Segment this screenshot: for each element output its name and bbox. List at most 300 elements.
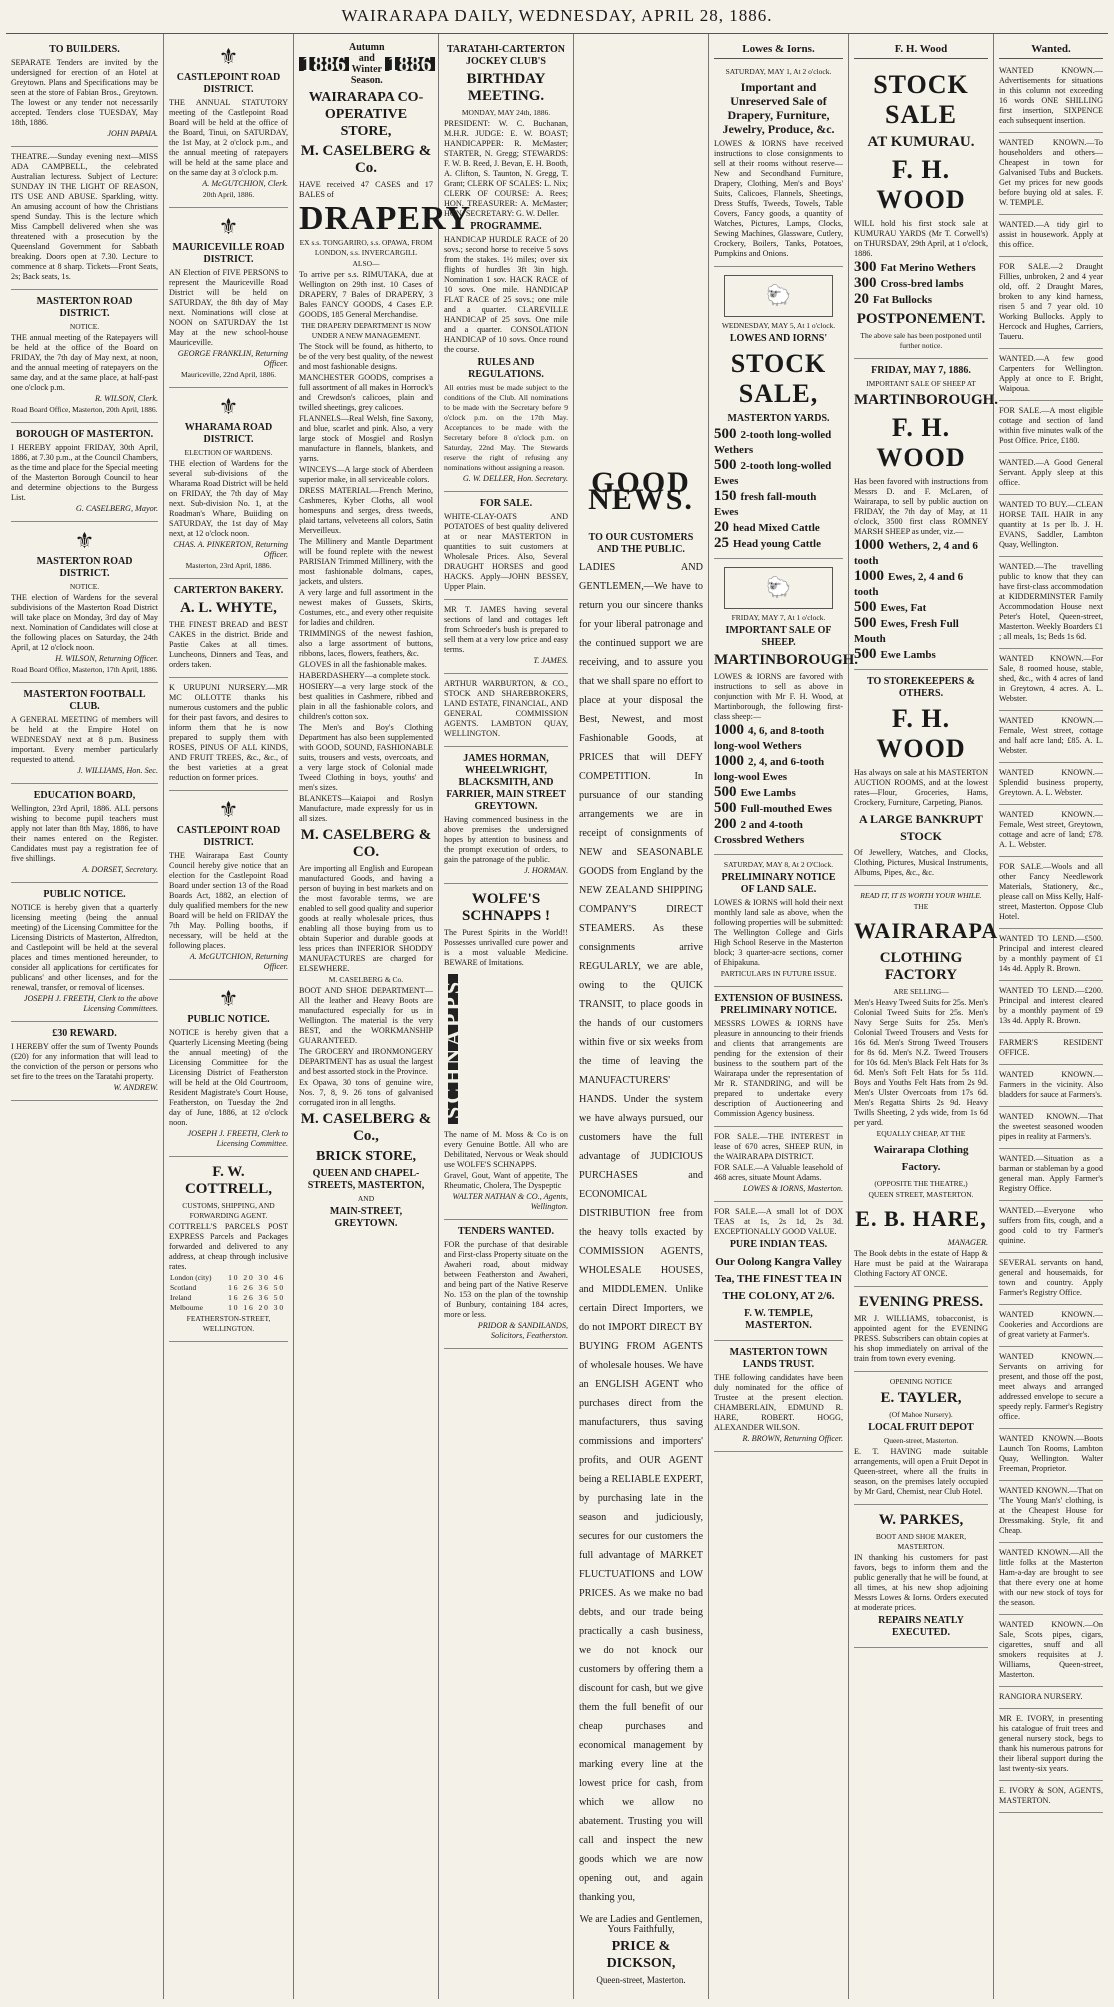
- wairarapa: WAIRARAPA: [854, 918, 999, 943]
- list-item: WANTED KNOWN.—For Sale, 8 roomed house, stable, shed, &c., with 4 acres of land in Greytown, 4 acres. A. L. Webster.: [999, 650, 1103, 711]
- manager-title: MANAGER.: [947, 1238, 988, 1247]
- ad-title: TENDERS WANTED.: [458, 1226, 554, 1237]
- and-text: AND: [357, 1194, 375, 1203]
- list-item: WANTED KNOWN.—Cookeries and Accordions are of great variety at Farmer's.: [999, 1306, 1103, 1347]
- ad-signature: J. WILLIAMS, Hon. Sec.: [77, 766, 158, 775]
- ad-date: Masterton, 23rd April, 1886.: [185, 561, 272, 570]
- mauriceville-notice: [169, 208, 288, 388]
- ad-text: THE ANNUAL STATUTORY meeting of the Castlepoint Road Board will be held at the office of the Board, Tinui, on SATURDAY, the 1st May, at 2 o'clock p.m., and the annual meeting of ratepayers will be held at the same place and on the same day at 3 o'clock p.m.: [169, 98, 288, 177]
- laces-text: A very large and full assortment in the newest makes of Gussets, Skirts, Costumes, etc., and every other requisite for ladies and children.: [299, 588, 433, 627]
- ad-text: A GENERAL MEETING of members will be held at the Empire Hotel on WEDNESDAY next at 8 p.m. Business important. Every member particularly requested to attend.: [11, 715, 158, 764]
- ad-signature: JOHN PAPAIA.: [107, 129, 158, 138]
- wolfe-schnapps-ad: [440, 884, 569, 1220]
- ad-title: WOLFE'S SCHNAPPS !: [462, 891, 550, 924]
- ad-text: THE annual meeting of the Ratepayers will be held at the office of the Board on FRIDAY, the 7th day of May next, at noon, and the annual meeting of ratepayers on the same day, and at the same place, at half-past one o'clock p.m.: [11, 333, 158, 392]
- manager-name: E. B. HARE,: [855, 1206, 987, 1231]
- jockey-club-ad: [444, 38, 568, 492]
- column-1: [6, 34, 164, 1999]
- bankrupt-title: A LARGE BANKRUPT STOCK: [858, 812, 983, 843]
- ad-agent: WALTER NATHAN & CO., Agents, Wellington.: [452, 1192, 568, 1211]
- ad-text: WILL hold his first stock sale at KUMURAU YARDS (Mr T. Corwell's) on THURSDAY, 29th April, at 1 o'clock, 1886.: [854, 219, 988, 258]
- ad-signature: JOSEPH J. FREETH, Clerk to Licensing Committee.: [187, 1129, 288, 1148]
- trust-ad: [714, 1341, 843, 1452]
- ad-text: THE Wairarapa East County Council hereby give notice that an election for the Castlepoint Road Board under section 13 of the Road Boards Act, 1882, an election of duly qualified members for the new Board will be held on FRIDAY the 7th May. Polling booths, if necessary, will be held at the following places.: [169, 851, 288, 950]
- ad-signature: J. HORMAN.: [524, 866, 568, 875]
- ad-signature: PRIDOR & SANDILANDS, Solicitors, Featherston.: [477, 1321, 568, 1340]
- ad-title: MASTERTON FOOTBALL CLUB.: [23, 689, 146, 712]
- ad-title: PRELIMINARY NOTICE OF LAND SALE.: [721, 872, 836, 895]
- also-text: ALSO—: [352, 259, 380, 268]
- list-item: 500 2-tooth long-wolled Wethers: [714, 426, 832, 456]
- firm-name: M. CASELBERG & Co.: [300, 143, 432, 176]
- football-notice: [11, 683, 158, 784]
- ad-text: NOTICE is hereby given that a Quarterly Licensing Meeting (being the annual meeting) of the Licensing Committee for the Licensing District of Featherston will be held at the Old Courtroom, Resident Magistrate's Court House, Featherston, on Tuesday the 2nd day of June, 1886, at 12 o'clock noon.: [169, 1028, 288, 1127]
- column-7: [849, 34, 999, 1999]
- ad-subtitle: ELECTION OF WARDENS.: [184, 448, 273, 457]
- drapery-headline: DRAPERY: [299, 200, 472, 237]
- wharama-notice: [169, 388, 288, 579]
- good-news-body: LADIES AND GENTLEMEN,—We have to return you our sincere thanks for your liberal patronage and the continued support we are receiving, and to assure you that we shall spare no effort to place at your disposal the Best, Newest, and most Fashionable Goods, at PRICES that will DEFY COMPETITION. In pursuance of our standing arrangements we are in receipt of consignments of NEW and SEASONABLE GOODS from England by the NEW ZEALAND SHIPPING COMPANY'S DIRECT STEAMERS. As these consignments arrive REGULARLY, we are able, owing to the QUICK TRANSIT, to place goods in the hands of our customers within five or six weeks from the time of leaving the MANUFACTURERS' HANDS. Under the system we have always pursued, our customers have the full advantage of JUDICIOUS PURCHASES and ECONOMICAL DISTRIBUTION free from the heavy tolls exacted by COMMISSION AGENTS, WHOLESALE HOUSES, and MIDDLEMEN. Unlike certain Direct Importers, we do not IMPORT DIRECT BY BUYING FROM AGENTS of wholesale houses. We have an ENGLISH AGENT who purchases direct from the manufacturers, thus saving commissions and importers' profits, and OUR AGENT being a RELIABLE EXPERT, by purchasing late in the season and judiciously, secures for our customers the full advantage of MARKET FLUCTUATIONS and LOW PRICES. As we make no bad debts, and our trade being practically a cash business, we do not knock our customers by offering them a discount for cash, but we give them the full benefit of our cheap purchases and economical management by marking every line at the lowest price for cash, from which we allow no abatement. Trusting you will call and inspect the new goods which we are now opening out, and again thanking you,: [579, 562, 703, 1903]
- ad-text: AN Election of FIVE PERSONS to represent the Mauriceville Road District will be held on SATURDAY, the 8th day of May next. Nominations will close at NOON on SATURDAY the 1st May at the new school-house Mauriceville.: [169, 268, 288, 347]
- repairs: REPAIRS NEATLY EXECUTED.: [878, 1615, 964, 1638]
- ad-title: BOROUGH OF MASTERTON.: [15, 429, 154, 440]
- ad-signature: W. ANDREW.: [113, 1083, 158, 1092]
- list-item: 500 Ewe Lambs: [854, 646, 936, 662]
- masthead: WAIRARAPA DAILY, WEDNESDAY, APRIL 28, 1886.: [6, 0, 1108, 34]
- masterton-road-notice-2: [11, 522, 158, 683]
- list-item: 20 Fat Bullocks: [854, 291, 932, 307]
- column-5: [574, 34, 709, 1999]
- ad-title: £30 REWARD.: [52, 1028, 117, 1039]
- list-item: WANTED.—A Good General Servant. Apply sleep at this office.: [999, 454, 1103, 495]
- ad-text: LOWES & IORNS will hold their next monthly land sale as above, when the following properties will be submitted: The Wellington College and Girls High School Reserve in the Masterton block; 3 quarter-acre sections, corner of Ehipakuna.: [714, 898, 843, 967]
- ad-title: MASTERTON ROAD DISTRICT.: [36, 296, 133, 319]
- masterton-road-notice: [11, 290, 158, 423]
- ad-signature: A. McGUTCHION, Clerk.: [202, 179, 288, 188]
- trimmings-text: TRIMMINGS of the newest fashion, also a large assortment of buttons, ribbons, laces, flowers, feathers, &c.: [299, 629, 433, 658]
- ad-text: ARTHUR WARBURTON, & CO., STOCK AND SHAREBROKERS, LAND ESTATE, FINANCIAL, AND GENERAL COMMISSION AGENTS. LAMBTON QUAY, WELLINGTON.: [444, 679, 568, 738]
- grocery-text: The GROCERY and IRONMONGERY DEPARTMENT has as usual the largest and best assorted stock in the Province.: [299, 1047, 433, 1076]
- schnapps-bottle-image: SCHNAPPS: [448, 974, 458, 1124]
- oolong: Our Oolong Kangra Valley Tea, THE FINEST TEA IN THE COLONY, AT 2/6.: [714, 1256, 843, 1302]
- list-item: WANTED KNOWN.—Advertisements for situations in this column not exceeding 16 words ONE SHILLING first insertion, SIXPENCE each subsequent insertion.: [999, 62, 1103, 133]
- list-item: FOR SALE.—2 Draught Fillies, unbroken, 2 and 4 year old, off. 2 Draught Mares, broken to any kind harness, risen 5 and 7 year old. 10 Working Bullocks. Apply to Hercock and Hughes, Carriers, Taueru.: [999, 258, 1103, 349]
- ad-text: FOR SALE.—THE INTEREST in lease of 670 acres, SHEEP RUN, in the WAIRARAPA DISTRICT.: [714, 1132, 843, 1161]
- columns: [6, 34, 1108, 1999]
- ad-title: MASTERTON ROAD DISTRICT.: [36, 556, 133, 579]
- boots-text: BOOT AND SHOE DEPARTMENT—All the leather and Heavy Boots are manufactured especially for us in Wellington. The material is the very BEST, and the WORKMANSHIP GUARANTEED.: [299, 986, 433, 1045]
- ad-title: TO BUILDERS.: [49, 44, 120, 55]
- extension-ad: [714, 987, 843, 1127]
- dept-text: THE DRAPERY DEPARTMENT IS NOW UNDER A NEW MANAGEMENT.: [300, 321, 432, 340]
- crest-icon: ⚜: [218, 394, 239, 419]
- list-item: WANTED KNOWN.—Farmers in the vicinity. Also bladders for sauce at Farmers's.: [999, 1066, 1103, 1107]
- rules-title: RULES AND REGULATIONS.: [468, 357, 544, 380]
- list-item: RANGIORA NURSERY.: [999, 1688, 1103, 1709]
- rules-text: All entries must be made subject to the conditions of the Club. All nominations to be made with the Secretary before 9 o'clock p.m. on the 17th May. Acceptances to be made with the Secretary before 8 o'clock p.m. on Saturday, 22nd May. The Stewards reserve the right of refusing any nominations without assigning a reason.: [444, 383, 568, 472]
- list-item: WANTED TO BUY.—CLEAN HORSE TAIL HAIR in any quantity at 1s per lb. J. H. EVANS, Saddler, Lambton Quay, Wellington.: [999, 496, 1103, 557]
- bakery-ad: [169, 579, 288, 678]
- castlepoint-notice-2: [169, 791, 288, 980]
- list-item: WANTED.—Everyone who suffers from fits, cough, and a good cold to try Farmer's quinine.: [999, 1202, 1103, 1253]
- brick-store: BRICK STORE,: [315, 1149, 417, 1164]
- firm-address: Queen-street, Masterton.: [596, 1975, 686, 1985]
- ad-signature: R. BROWN, Returning Officer.: [742, 1434, 843, 1443]
- ad-title: MAURICEVILLE ROAD DISTRICT.: [172, 242, 285, 265]
- ad-title: MARTINBOROUGH.: [854, 392, 999, 408]
- column-2: [164, 34, 294, 1999]
- list-item: FOR SALE.—A most eligible cottage and section of land within five minutes walk of the Post Office. Price, £180.: [999, 402, 1103, 453]
- ad-subtitle: NOTICE.: [69, 582, 100, 591]
- list-item: 1000 Wethers, 2, 4 and 6 tooth: [854, 537, 978, 567]
- list-item: WANTED TO LEND.—£500. Principal and interest cleared by a monthly payment of £1 14s 4d. Apply R. Brown.: [999, 930, 1103, 981]
- cottrell-ad: [169, 1157, 288, 1342]
- list-item: WANTED KNOWN.—On Sale, Scots pipes, cigars, cigarettes, snuff and all smokers requisites at J. Williams, Queen-street, Masterton.: [999, 1616, 1103, 1687]
- officers-text: PRESIDENT: W. C. Buchanan, M.H.R. JUDGE: E. W. BOAST; HANDICAPPER: R. McMaster; STARTER, N. Gregg; STEWARDS: F. W. B. Reed, J. Bevan, E. H. Booth, A. Clifton, S. Taunton, N. Gregg, T. Grant; CLERK OF SCALES: L. Nix; CLERK OF COURSE: A. Rees; HON. TREASURER: A. McMaster; HON. SECRETARY: G. W. Deller.: [444, 119, 568, 218]
- auctioneer: F. H. WOOD: [876, 704, 966, 763]
- list-item: WANTED TO LEND.—£200. Principal and interest cleared by a monthly payment of £9 13s 4d. Apply R. Brown.: [999, 982, 1103, 1033]
- auctioneer: F. H. WOOD: [876, 155, 966, 214]
- ad-title: Important and Unreserved Sale of Drapery, Furniture, Jewelry, Produce, &c.: [722, 80, 835, 136]
- list-item: WANTED KNOWN.—To householders and others—Cheapest in town for Galvanised Tubs and Buckets. Get my prices for new goods before buying old at sales. F. W. TEMPLE.: [999, 134, 1103, 215]
- firm-name-3: M. CASELBERG & Co.: [328, 975, 404, 984]
- tayler: E. TAYLER,: [880, 1390, 962, 1406]
- list-item: MR E. IVORY, in presenting his catalogue of fruit trees and general nursery stock, begs to thank his numerous patrons for their liberal support during the last twenty-six years.: [999, 1710, 1103, 1781]
- list-item: 300 Cross-bred lambs: [854, 275, 964, 291]
- ad-subtitle: IMPORTANT SALE OF SHEEP.: [725, 625, 832, 648]
- martinborough-ad: [854, 359, 999, 670]
- queen-street: QUEEN STREET, MASTERTON.: [868, 1190, 974, 1199]
- column-4: [439, 34, 574, 1999]
- fruit-depot: LOCAL FRUIT DEPOT: [868, 1422, 974, 1433]
- ad-place: Road Board Office, Masterton, 17th April, 1886.: [11, 665, 158, 674]
- store-name: WAIRARAPA CO-OPERATIVE STORE,: [308, 90, 424, 139]
- ad-footer: FEATHERSTON-STREET, WELLINGTON.: [186, 1314, 271, 1333]
- list-item: FOR SALE.—Wools and all other Fancy Needlework Materials, Stationery, &c., please call on Miss Kelly, Half-street, Masterton. Oppose Club Hotel.: [999, 858, 1103, 929]
- firm-name: LOWES AND IORNS': [729, 333, 828, 344]
- read-text: READ IT, IT IS WORTH YOUR WHILE.: [860, 891, 982, 900]
- tenders-ad: [444, 1220, 568, 1349]
- list-item: 25 Head young Cattle: [714, 535, 821, 551]
- ad-signature: GEORGE FRANKLIN, Returning Officer.: [177, 349, 288, 368]
- ad-text: MR T. JAMES having several sections of land and cottages left from Schroeder's bush is prepared to sell them at a very low price and easy terms.: [444, 605, 568, 654]
- year-right: 1886: [385, 57, 435, 71]
- list-item: FARMER'S RESIDENT OFFICE.: [999, 1034, 1103, 1065]
- ad-signature: R. WILSON, Clerk.: [95, 394, 158, 403]
- ad-text: SEPARATE Tenders are invited by the undersigned for erection of an Hotel at Greytown. Plans and Specifications may be seen at the store of Fabian Bros., Greytown. The lowest or any tender not necessarily accepted. Tenders close TUESDAY, May 18th, 1886.: [11, 58, 158, 127]
- the-text: THE: [913, 902, 929, 911]
- list-item: WANTED KNOWN.—All the little folks at the Masterton Ham-a-day are brought to see that there every one at home with our new stock of toys for the season.: [999, 1544, 1103, 1615]
- kumurau-ad: [854, 62, 988, 359]
- nursery-ad: [169, 678, 288, 791]
- sale-date: WEDNESDAY, MAY 5, At 1 o'clock.: [721, 321, 836, 330]
- ad-text: THE following candidates have been duly nominated for the office of Trustee at the present election. CHAMBERLAIN, EDMUND R. HARE, ROBERT. HOGG, ALEXANDER WILSON.: [714, 1373, 843, 1432]
- list-item: WANTED KNOWN.—Female, West street, Greytown, cottage and acre of land; £78. A. L. Webster.: [999, 806, 1103, 857]
- ad-title: TO STOREKEEPERS & OTHERS.: [867, 676, 975, 699]
- ad-title: JAMES HORMAN, WHEELWRIGHT, BLACKSMITH, AND FARRIER, MAIN STREET GREYTOWN.: [446, 753, 566, 812]
- books-text: The Book debts in the estate of Happ & Hare must be paid at the Wairarapa Clothing Factory AT ONCE.: [854, 1249, 988, 1278]
- postponement: POSTPONEMENT.: [856, 311, 986, 327]
- horman-ad: [444, 747, 568, 884]
- ad-title: MASTERTON TOWN LANDS TRUST.: [729, 1347, 828, 1370]
- ad-title: STOCK SALE: [873, 70, 969, 129]
- ad-title: PURE INDIAN TEAS.: [729, 1239, 828, 1250]
- list-item: 1000 Ewes, 2, 4 and 6 tooth: [854, 568, 964, 598]
- builders-ad: [11, 38, 158, 147]
- queen-street-2: Queen-street, Masterton.: [883, 1436, 959, 1445]
- ad-text: MR J. WILLIAMS, tobacconist, is appointed agent for the EVENING PRESS. Subscribers can obtain copies at his shop immediately on arrival of the train from town every evening.: [854, 1314, 988, 1363]
- list-item: WANTED KNOWN.—Boots Launch Ton Rooms, Lambton Quay, Wellington. Walter Freeman, Proprietor.: [999, 1430, 1103, 1481]
- ad-subtitle: AT KUMURAU.: [867, 134, 975, 150]
- stock-sale-title: STOCK SALE,: [730, 349, 827, 408]
- list-item: 500 Ewes, Fresh Full Mouth: [854, 615, 959, 645]
- for-sale-ad: [444, 492, 568, 600]
- ad-text: FOR the purchase of that desirable and First-class Property situate on the Awaheri road, about midway between Featherston and Awaheri, and being part of the Native Reserve No. 153 on the plan of the township of Bunbury, containing 184 acres, more or less.: [444, 1240, 568, 1319]
- james-ad: [444, 600, 568, 674]
- ad-title: FOR SALE.: [479, 498, 533, 509]
- list-item: WANTED.—The travelling public to know that they can have first-class accommodation at KIDDERMINSTER Family Accommodation House next Peter's Hotel, Queen-street, Masterton. Weekly Boarders £1 ; all meals, 1s; Beds 1s 6d.: [999, 558, 1103, 649]
- ad-signature: F. W. TEMPLE, MASTERTON.: [744, 1308, 813, 1331]
- address-1: QUEEN AND CHAPEL-STREETS, MASTERTON,: [307, 1168, 425, 1191]
- column-6: [709, 34, 859, 1999]
- sale-date: FRIDAY, MAY 7, At 1 o'clock.: [731, 613, 826, 622]
- borough-notice: [11, 423, 158, 522]
- for-sale-ads: [714, 1127, 843, 1202]
- good-news-header: [579, 466, 703, 516]
- haberdashery-text: HABERDASHERY—a complete stock.: [299, 671, 431, 680]
- list-item: 200 2 and 4-tooth Crossbred Wethers: [714, 816, 805, 846]
- ad-signature: G. CASELBERG, Mayor.: [75, 504, 158, 513]
- crest-icon: ⚜: [218, 214, 239, 239]
- ad-uses: The name of M. Moss & Co is on every Genuine Bottle. All who are Debilitated, Nervous or Weak should use WOLFE'S SCHNAPPS.: [444, 1130, 568, 1169]
- ad-title: CASTLEPOINT ROAD DISTRICT.: [176, 825, 281, 848]
- spacer: [579, 38, 703, 448]
- teas-text: Ex Opawa, 30 tons of genuine wire, Nos. 7, 8, 9. 26 tons of galvanised corrugated iron in all lengths.: [299, 1078, 433, 1107]
- list-item: 500 2-tooth long-wolled Ewes: [714, 457, 832, 487]
- auctioneer: F. H. WOOD: [876, 413, 966, 472]
- meeting-title: BIRTHDAY MEETING.: [466, 71, 546, 104]
- ad-title: EDUCATION BOARD,: [33, 790, 136, 801]
- ad-name: A. L. WHYTE,: [180, 600, 277, 616]
- list-item: WANTED KNOWN.—Fernale, West street, cottage and half acre land; £85. A. L. Webster.: [999, 712, 1103, 763]
- list-item: WANTED.—A few good Carpenters for Wellington. Apply at once to F. Bright, Waipoua.: [999, 350, 1103, 401]
- ad-date: Mauriceville, 22nd April, 1886.: [181, 370, 276, 379]
- ad-text: LOWES & IORNS are favored with instructions to sell as above in conjunction with Mr F. H. Wood, at Martinborough, the following first-class sheep:—: [714, 672, 843, 721]
- addressee: TO OUR CUSTOMERS AND THE PUBLIC.: [588, 532, 694, 555]
- public-notice-2: [169, 980, 288, 1157]
- ad-signature: A. DORSET, Secretary.: [82, 865, 158, 874]
- ad-title: W. PARKES,: [878, 1512, 964, 1528]
- list-item: WANTED KNOWN.—Splendid business property, Greytown. A. L. Webster.: [999, 764, 1103, 805]
- races-text: HANDICAP HURDLE RACE of 20 sovs.; second horse to receive 5 sovs from the stakes. 1½ miles; over six flights of hurdles 3ft 3in high. Nomination 1 sov. HACK RACE of 10 sovs. One mile. HANDICAP FLAT RACE of 25 sovs.; one mile and a quarter. CLAREVILLE HANDICAP of 25 sovs. One mile and a quarter. CONSOLATION HANDICAP of 10 sovs. Once round the course.: [444, 235, 568, 354]
- ad-signature: JOSEPH J. FREETH, Clerk to the above Licensing Committees.: [23, 994, 158, 1013]
- ships-text: EX s.s. TONGARIRO, s.s. OPAWA, FROM LONDON, s.s. INVERCARGILL: [299, 238, 433, 257]
- ad-text: I HEREBY appoint FRIDAY, 30th April, 1886, at 7.30 p.m., at the Council Chambers, as the time and place for the Special meeting of the Masterton Borough Council to hear and determine objections to the Burgess List.: [11, 443, 158, 502]
- arrive-text: To arrive per s.s. RIMUTAKA, due at Wellington on 29th inst. 10 Cases of DRAPERY, 7 Bales of DRAPERY, 3 Bales FANCY GOODS, 4 Cases E.P. GOODS, 185 General Merchandise.: [299, 270, 433, 319]
- list-item: 1000 2, 4, and 6-tooth long-wool Ewes: [714, 753, 825, 783]
- storekeepers-ad: [854, 670, 988, 886]
- table-row: Ireland 1 6 2 6 3 6 5 0: [170, 1293, 284, 1302]
- martinborough-sale-ad: [714, 559, 859, 855]
- factory-2: Wairarapa Clothing Factory.: [873, 1144, 969, 1173]
- education-notice: [11, 784, 158, 883]
- ad-text: Wellington, 23rd April, 1886. ALL persons wishing to become pupil teachers must apply not later than 8th May, 1886, to have their names entered on the Register. Candidates must pay a registration fee of five shillings.: [11, 804, 158, 863]
- dress-text: DRESS MATERIAL—French Merino, Cashmeres, Kyber Cloths, all wool homespuns and serges, dress tweeds, plaid tartans, velveteens all colors, Satin Merveilleux.: [299, 486, 433, 535]
- clothing-factory-ad: [854, 886, 999, 1287]
- ad-title: EVENING PRESS.: [858, 1294, 984, 1310]
- ad-text: NOTICE is hereby given that a quarterly licensing meeting (being the annual meeting) of the Licensing Committee for the Licensing Districts of Masterton, Alfredton, and Castlepoint will be held at the several places and times mentioned hereunder, to consider all applications for certificates for publicans' and other licenses, and for the renewal, transfer, or removal of licenses.: [11, 903, 158, 992]
- ad-subtitle: BOOT AND SHOE MAKER, MASTERTON.: [875, 1532, 967, 1551]
- tea-ad: [714, 1202, 843, 1341]
- sheep-icon: 🐑: [724, 275, 833, 317]
- table-row: Melbourne 1 0 1 6 2 0 3 0: [170, 1303, 284, 1312]
- firm-name: PRICE & DICKSON,: [606, 1939, 676, 1971]
- drapery-sale-ad: [714, 62, 843, 267]
- ad-text: Having commenced business in the above premises the undersigned hopes by attention to business and the prompt execution of orders, to gain the patronage of the public.: [444, 815, 568, 864]
- bankrupt-text: Of Jewellery, Watches, and Clocks, Clothing, Pictures, Musical Instruments, Albums, Pipes, &c., &c.: [854, 848, 988, 877]
- evening-press-ad: [854, 1287, 988, 1372]
- ad-text: FOR SALE.—A small lot of DOX TEAS at 1s, 2s 1d, 2s 3d. EXCEPTIONALLY GOOD VALUE.: [714, 1207, 843, 1236]
- ad-text: THE election of Wardens for the several sub-divisions of the Wharama Road District will be held on FRIDAY, the 7th day of May next. Sub-division No. 1, at the Roadman's Whare, Buiiding on SATURDAY, the 1st day of May next, at 12 o'clock noon.: [169, 459, 288, 538]
- list-item: 500 Full-mouthed Ewes: [714, 800, 832, 816]
- ad-place: Road Board Office, Masterton, 20th April, 1886.: [11, 405, 158, 414]
- crest-icon: ⚜: [218, 986, 239, 1011]
- uses-list: Gravel, Gout, Want of appetite, The Rheumatic, Cholera, The Dyspeptic: [444, 1171, 569, 1190]
- ad-signature: A. McGUTCHION, Returning Officer.: [189, 952, 288, 971]
- fruit-depot-ad: [854, 1372, 988, 1505]
- ad-text: THE FINEST BREAD and BEST CAKES in the district. Bride and Pastie Cakes at all times. Luncheons, Dinners and Teas, and orders taken.: [169, 620, 288, 669]
- theatre-ad: [11, 147, 158, 290]
- list-item: 150 fresh fall-mouth Ewes: [714, 488, 817, 518]
- fruit-text: E. T. HAVING made suitable arrangements, will open a Fruit Depot in Queen-street, where all the fruits in season, on the premises lately occupied by Mr Gard, Chemist, near Club Hotel.: [854, 1447, 988, 1496]
- crest-icon: ⚜: [74, 528, 95, 553]
- ad-text: Has been favored with instructions from Messrs D. and F. McLaren, of Wairarapa, to sell by public auction on FRIDAY, the 7th day of May, at 11 o'clock, 3500 first class ROMNEY MARSH SHEEP as under, viz.—: [854, 477, 988, 536]
- list-item: 1000 4, 6, and 8-tooth long-wool Wethers: [714, 722, 825, 752]
- stock-list: [854, 260, 988, 308]
- warburton-ad: [444, 674, 568, 747]
- ad-text: IN thanking his customers for past favors, begs to inform them and the public generally that he will be found, at all times, at his new shop adjoining Messrs Lowes & Iorns. Orders executed at moderate prices.: [854, 1553, 988, 1612]
- reward-notice: [11, 1022, 158, 1101]
- column-header: Lowes & Iorns.: [714, 41, 843, 59]
- opposite: (OPPOSITE THE THEATRE,): [874, 1179, 968, 1188]
- programme-title: PROGRAMME.: [470, 221, 542, 232]
- ad-title: CASTLEPOINT ROAD DISTRICT.: [176, 72, 281, 95]
- firm-name-4: M. CASELBERG & Co.,: [300, 1111, 432, 1144]
- ad-signature: T. JAMES.: [533, 656, 568, 665]
- rates-table: [169, 1273, 288, 1313]
- column-header: Wanted.: [999, 41, 1103, 59]
- yards: MASTERTON YARDS.: [727, 413, 830, 424]
- land-sale-ad: [714, 855, 843, 987]
- opening: OPENING NOTICE: [889, 1377, 953, 1386]
- season-banner: [299, 42, 433, 86]
- ad-subtitle: CUSTOMS, SHIPPING, AND FORWARDING AGENT.: [182, 1201, 275, 1220]
- ad-title: CARTERTON BAKERY.: [173, 585, 284, 596]
- stock-list: [854, 538, 988, 663]
- ad-signature: CHAS. A. PINKERTON, Returning Officer.: [173, 540, 288, 559]
- stock-list: [714, 427, 843, 552]
- list-item: 20 head Mixed Cattle: [714, 519, 820, 535]
- importing-text: Are importing all English and European manufactured Goods, and having a person of buying in best markets and on the most favorable terms, we are enabled to sell good quality and superior goods at really wholesale prices, thus enabling all those buying from us to obtain Superior and durable goods at less prices than INFERIOR SHODDY MANUFACTURES are charged for ELSEWHERE.: [299, 864, 433, 973]
- manchester-text: MANCHESTER GOODS, comprises a full assortment of all makes in Horrock's and Crewdson's calicoes, plain and twilled sheetings, grey calicoes.: [299, 373, 433, 412]
- ad-text: LOWES & IORNS have received instructions to close consignments to sell at their rooms without reserve—New and Secondhand Furniture, Drapery, Clothing, Men's and Boys' Suits, Calicoes, Flannels, Sheetings, Dress Stuffs, Tweeds, Towels, Table Covers, Fancy goods, a quantity of Watches, Pictures, Lamps, Clocks, Sewing Machines, Glassware, Cutlery, Crockery, Boilers, Tanks, Potatoes, Pumpkins and Onions.: [714, 139, 843, 258]
- list-item: WANTED.—A tidy girl to assist in housework. Apply at this office.: [999, 216, 1103, 257]
- ad-text: Has always on sale at his MASTERTON AUCTION ROOMS, and at the lowest rates—Flour, Groceries, Hams, Crockery, Furniture, Carpeting, Pianos.: [854, 768, 988, 807]
- parkes-ad: [854, 1505, 988, 1648]
- address-2: MAIN-STREET, GREYTOWN.: [329, 1206, 403, 1229]
- ad-text: K URUPUNI NURSERY.—MR MC OLLOTTE thanks his numerous customers and the public for their past favors, and desires to inform them that he is now prepared to supply them with ROSES, PINUS OF ALL KINDS, AND FRUIT TREES, &c., &c., of the best varieties at a great reduction on former prices.: [169, 683, 288, 782]
- table-row: London (city) 1 0 2 0 3 0 4 6: [170, 1273, 284, 1282]
- ad-text: MESSRS LOWES & IORNS have pleasure in announcing to their friends and clients that arrangements are pending for the extension of their business to the southern part of the Wairarapa under the representation of Mr R. STANDRING, and will be prepared to undertake every description of Auctioneering and Commission Agency business.: [714, 1019, 843, 1118]
- ad-text: THEATRE.—Sunday evening next—MISS ADA CAMPBELL, the celebrated Australian lecturess. Subject of Lecture: SUNDAY IN THE LIGHT OF REASON, ITS USE AND ABUSE. Sparkling, witty. An amusing account of how the Christians spend Sunday. This is the lecture which Miss Campbell delivered when she was threatened with a prosecution by the Queensland Government for Sabbath breaking. Doors open at 7.30. Lecture to commence at 8 sharp. Tickets—Front Seats, 2s; Back seats, 1s.: [11, 152, 158, 281]
- season-label: Autumn and Winter Season.: [349, 42, 385, 86]
- public-notice: [11, 883, 158, 1022]
- crest-icon: ⚜: [218, 797, 239, 822]
- ad-title: PUBLIC NOTICE.: [187, 1014, 270, 1025]
- sale-date: SATURDAY, MAY 1, At 2 o'clock.: [725, 67, 832, 76]
- sheep-icon: 🐑: [724, 567, 833, 609]
- stock-sale-ad: [714, 267, 843, 559]
- stock-text: The Stock will be found, as hitherto, to be of the very best quality, of the newest and most fashionable designs.: [299, 342, 433, 371]
- ad-title: MARTINBOROUGH.: [714, 652, 859, 668]
- good-news-title: GOOD NEWS.: [588, 466, 694, 516]
- crest-icon: ⚜: [218, 44, 239, 69]
- meeting-date: MONDAY, MAY 24th, 1886.: [461, 108, 551, 117]
- ad-subtitle: IMPORTANT SALE OF SHEEP AT: [866, 379, 976, 388]
- ad-text: FOR SALE.—A Valuable leasehold of 468 acres, situate Mount Adams.: [714, 1163, 843, 1182]
- ad-text: The Purest Spirits in the World!! Possesses unrivalled cure power and is a most valuable Medicine. BEWARE of Imitations.: [444, 928, 568, 967]
- wanted-list: [999, 62, 1103, 1813]
- blankets-text: BLANKETS—Kaiapoi and Roslyn Manufacture, made expressly for us in all sizes.: [299, 794, 433, 823]
- gloves-text: GLOVES in all the fashionable makes.: [299, 660, 427, 669]
- ad-title: EXTENSION OF BUSINESS. PRELIMINARY NOTICE.: [714, 993, 843, 1016]
- ad-title: F. W. COTTRELL,: [184, 1164, 273, 1197]
- column-8: [994, 34, 1108, 1999]
- ad-signature: G. W. DELLER, Hon. Secretary.: [462, 474, 568, 483]
- ad-text: THE election of Wardens for the several subdivisions of the Masterton Road District will take place on Monday, 3rd day of May next. Nomination of Candidates will close at the following places on Saturday, the 24th April, at 12 o'clock noon.: [11, 593, 158, 652]
- ad-text: WHITE-CLAY-OATS AND POTATOES of best quality delivered at or near MASTERTON in quantities to suit customers at Wholesale Prices. Also, Several DRAUGHT HORSES and good HACKS. Apply—JOHN BESSEY, Upper Plain.: [444, 512, 568, 591]
- ad-title: WHARAMA ROAD DISTRICT.: [184, 422, 273, 445]
- nursery: (Of Mahoe Nursery).: [889, 1410, 953, 1419]
- equally: EQUALLY CHEAP, AT THE: [876, 1129, 966, 1138]
- list-item: WANTED KNOWN.—That on 'The Young Man's' clothing, is at the Cheapest House for Dressmaking. Style, fit and Cheap.: [999, 1482, 1103, 1543]
- received-text: HAVE received 47 CASES and 17 BALES of: [299, 180, 433, 199]
- ad-date: 20th April, 1886.: [202, 190, 255, 199]
- hosiery-text: HOSIERY—a very large stock of the best qualities in Cashmere, ribbed and plain in all the fashionable colors, and children's cotton sox.: [299, 682, 433, 721]
- list-item: 500 Ewe Lambs: [714, 784, 796, 800]
- ad-title: PUBLIC NOTICE.: [43, 889, 126, 900]
- ad-subtitle: NOTICE.: [69, 322, 100, 331]
- list-item: E. IVORY & SON, AGENTS, MASTERTON.: [999, 1782, 1103, 1813]
- list-item: 300 Fat Merino Wethers: [854, 259, 976, 275]
- ad-text: I HEREBY offer the sum of Twenty Pounds (£20) for any information that will lead to the conviction of the person or persons who set fire to the trees on the Taratahi property.: [11, 1042, 158, 1081]
- winceys-text: WINCEYS—A large stock of Aberdeen superior make, in all serviceable colors.: [299, 465, 433, 484]
- list-item: SEVERAL servants on hand, general and housemaids, for town and country. Apply Farmer's Registry Office.: [999, 1254, 1103, 1305]
- castlepoint-notice: [169, 38, 288, 208]
- selling: ARE SELLING—: [893, 987, 949, 996]
- factory: CLOTHING FACTORY: [879, 950, 963, 983]
- mens-text: The Men's and Boy's Clothing Department has also been supplemented with GOOD, SOUND, FASHIONABLE suits, trousers and vests, overcoats, and a very large stock of Colonial made Tweed Clothing in boys, youths' and men's sizes.: [299, 723, 433, 792]
- ad-signature: H. WILSON, Returning Officer.: [55, 654, 158, 663]
- firm-name-2: M. CASELBERG & CO.: [300, 827, 432, 860]
- table-row: Scotland 1 6 2 6 3 6 5 0: [170, 1283, 284, 1292]
- flannels-text: FLANNELS—Real Welsh, fine Saxony, and blue, scarlet and pink. Also, a very large stock of Mosgiel and Roslyn manufacture in flannels, blankets, and yarns.: [299, 414, 433, 463]
- year-left: 1886: [299, 57, 349, 71]
- ad-signature: LOWES & IORNS, Masterton.: [743, 1184, 843, 1193]
- sale-date: FRIDAY, MAY 7, 1886.: [871, 365, 971, 376]
- list-item: WANTED KNOWN.—Servants on arriving for present, and those off the post, meet always and arranged addressed envelope to secure a speedy reply. Farmer's Registry office.: [999, 1348, 1103, 1429]
- list-item: 500 Ewes, Fat: [854, 599, 927, 615]
